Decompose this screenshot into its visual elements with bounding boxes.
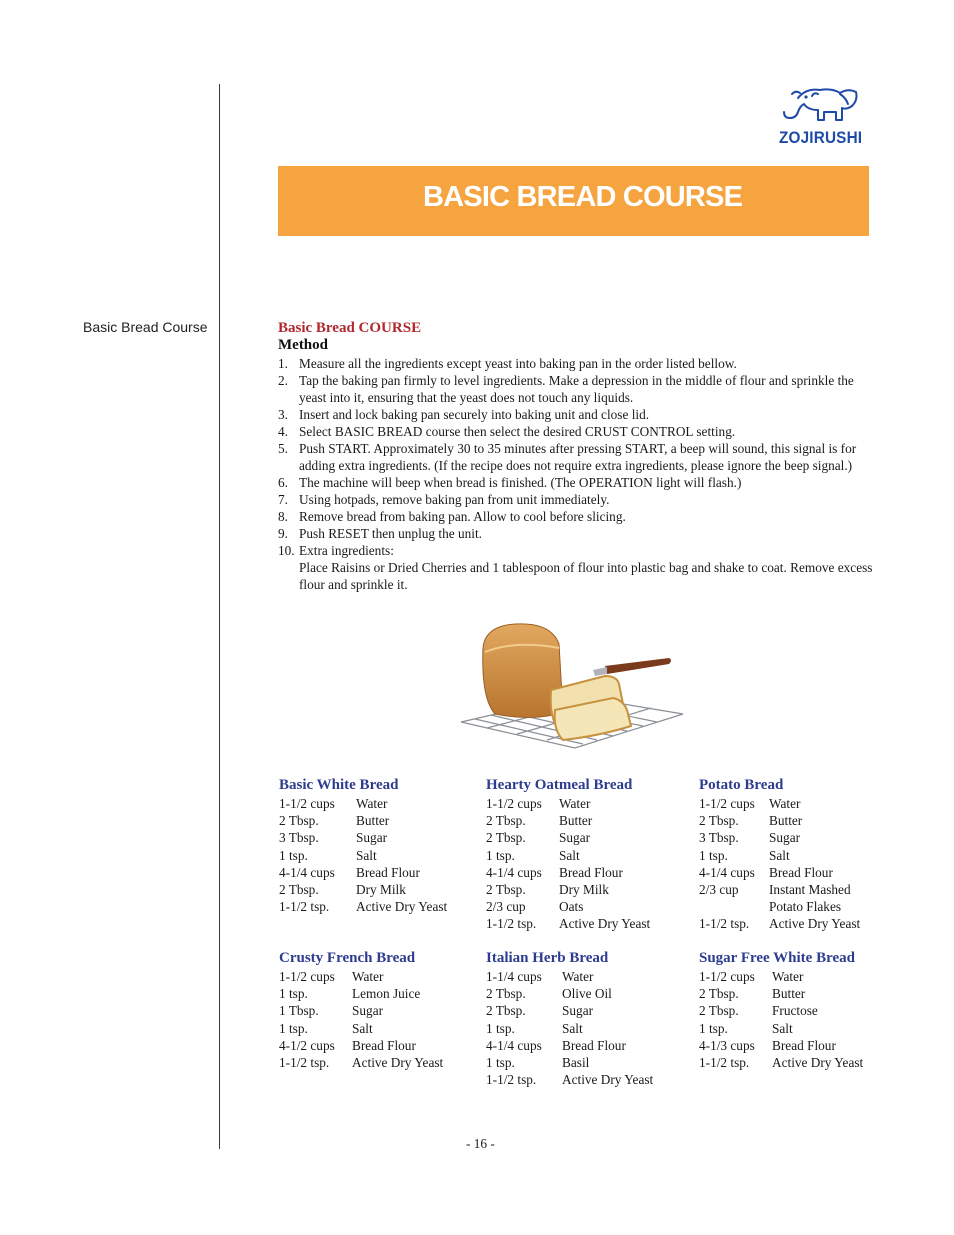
ingredient-row <box>486 795 650 812</box>
ingredient-name: Sugar <box>559 830 591 846</box>
ingredient-quantity: 2 Tbsp. <box>279 813 319 829</box>
step-text: Push RESET then unplug the unit. <box>299 526 482 541</box>
ingredient-name: Butter <box>772 986 806 1002</box>
method-step <box>278 542 873 593</box>
ingredient-row <box>486 881 650 898</box>
ingredient-name: Water <box>772 969 804 984</box>
ingredient-quantity: 2 Tbsp. <box>486 813 526 829</box>
course-title: Basic Bread COURSE <box>278 320 422 336</box>
ingredient-row <box>699 812 860 829</box>
ingredient-name: Water <box>559 796 591 811</box>
ingredient-row <box>699 864 860 881</box>
step-text: Remove bread from baking pan. Allow to cool before slicing. <box>299 509 626 524</box>
ingredient-name: Salt <box>772 1020 793 1036</box>
ingredient-name: Active Dry Yeast <box>772 1055 864 1071</box>
ingredient-name: Active Dry Yeast <box>559 916 651 932</box>
step-text: Tap the baking pan firmly to level ingredients. Make a depression in the middle of flour and sprinkle the yeast into it, ensuring that the yeast does not touch any liquids. <box>299 373 854 405</box>
step-text: Extra ingredients: <box>299 543 394 558</box>
step-text: Push START. Approximately 30 to 35 minutes after pressing START, a beep will sound, this signal is for adding extra ingredients. (If the recipe does not require extra ingredients, please ignore the beep signal.) <box>299 441 857 473</box>
ingredient-row <box>279 812 447 829</box>
step-number: 7. <box>278 492 288 507</box>
ingredient-name: Bread Flour <box>562 1037 626 1053</box>
ingredient-row <box>486 847 650 864</box>
ingredient-quantity: 1 tsp. <box>486 1020 515 1036</box>
ingredient-name: Bread Flour <box>772 1037 836 1053</box>
method-step <box>278 355 873 372</box>
ingredient-name: Sugar <box>562 1003 594 1019</box>
recipe-title: Hearty Oatmeal Bread <box>486 777 633 793</box>
ingredient-row <box>699 847 860 864</box>
method-step <box>278 440 873 474</box>
ingredient-name: Active Dry Yeast <box>356 899 448 915</box>
method-step <box>278 474 873 491</box>
ingredient-row <box>699 898 860 915</box>
ingredient-quantity: 3 Tbsp. <box>279 830 319 846</box>
ingredient-name: Active Dry Yeast <box>352 1055 444 1071</box>
recipe-crusty-french-bread <box>279 949 443 1071</box>
ingredient-row <box>486 812 650 829</box>
ingredient-row <box>279 829 447 846</box>
ingredient-quantity: 2 Tbsp. <box>699 986 739 1002</box>
ingredient-name: Basil <box>562 1055 590 1071</box>
ingredient-quantity: 3 Tbsp. <box>699 830 739 846</box>
ingredient-row <box>279 1002 443 1019</box>
recipe-title: Potato Bread <box>699 777 784 793</box>
ingredient-row <box>699 795 860 812</box>
ingredient-row <box>699 829 860 846</box>
ingredient-name: Salt <box>769 847 790 863</box>
ingredient-row <box>486 985 653 1002</box>
ingredient-row <box>279 1037 443 1054</box>
ingredient-name: Bread Flour <box>352 1037 416 1053</box>
ingredient-quantity: 1-1/2 tsp. <box>279 899 330 915</box>
ingredient-quantity: 2/3 cup <box>699 882 739 898</box>
method-step <box>278 372 873 406</box>
ingredient-quantity: 4-1/2 cups <box>279 1037 335 1053</box>
ingredient-quantity: 2 Tbsp. <box>486 830 526 846</box>
ingredient-row <box>279 864 447 881</box>
ingredient-name: Bread Flour <box>559 864 623 880</box>
step-number: 10. <box>278 543 295 558</box>
ingredient-row <box>279 898 447 915</box>
ingredient-name: Butter <box>356 813 390 829</box>
ingredient-name: Water <box>562 969 594 984</box>
ingredient-quantity: 1 tsp. <box>699 847 728 863</box>
recipe-title: Crusty French Bread <box>279 950 416 966</box>
step-text: Insert and lock baking pan securely into baking unit and close lid. <box>299 407 650 422</box>
ingredient-row <box>486 829 650 846</box>
elephant-icon <box>776 84 870 128</box>
ingredient-row <box>279 795 447 812</box>
page-number: - 16 - <box>466 1136 495 1151</box>
method-step <box>278 508 873 525</box>
ingredient-row <box>486 1054 653 1071</box>
ingredient-quantity: 1-1/2 cups <box>486 796 542 811</box>
ingredient-quantity: 2 Tbsp. <box>699 1003 739 1019</box>
ingredient-name: Salt <box>562 1020 583 1036</box>
ingredient-row <box>486 898 650 915</box>
ingredient-quantity: 2/3 cup <box>486 899 526 915</box>
ingredient-row <box>699 1002 863 1019</box>
method-step <box>278 423 873 440</box>
ingredient-quantity: 1 tsp. <box>279 1020 308 1036</box>
ingredient-name: Dry Milk <box>559 882 609 898</box>
ingredient-quantity: 4-1/3 cups <box>699 1037 755 1053</box>
ingredient-quantity: 4-1/4 cups <box>699 864 755 880</box>
ingredient-row <box>699 915 860 932</box>
recipe-sugar-free-white-bread <box>699 949 863 1071</box>
ingredient-name: Olive Oil <box>562 986 612 1002</box>
ingredient-quantity: 1-1/2 cups <box>279 796 335 811</box>
step-number: 1. <box>278 356 288 371</box>
ingredient-row <box>486 968 653 985</box>
step-number: 5. <box>278 441 288 456</box>
ingredient-quantity: 1-1/2 cups <box>279 969 335 984</box>
ingredient-name: Dry Milk <box>356 882 406 898</box>
recipe-potato-bread <box>699 776 860 933</box>
ingredient-row <box>486 1037 653 1054</box>
ingredient-quantity: 1-1/2 tsp. <box>486 1072 537 1088</box>
recipe-title: Italian Herb Bread <box>486 950 609 966</box>
ingredient-quantity: 2 Tbsp. <box>486 1003 526 1019</box>
ingredient-name: Sugar <box>356 830 388 846</box>
ingredient-name: Fructose <box>772 1003 818 1019</box>
ingredient-quantity: 1 tsp. <box>699 1020 728 1036</box>
ingredient-name: Water <box>352 969 384 984</box>
step-text: Using hotpads, remove baking pan from unit immediately. <box>299 492 610 507</box>
page-title: BASIC BREAD COURSE <box>423 181 743 213</box>
ingredient-name: Instant Mashed <box>769 882 851 898</box>
section-side-label: Basic Bread Course <box>83 319 208 335</box>
step-text: Measure all the ingredients except yeast into baking pan in the order listed bellow. <box>299 356 737 371</box>
ingredient-quantity: 1-1/2 cups <box>699 796 755 811</box>
ingredient-row <box>486 1002 653 1019</box>
ingredient-quantity <box>699 898 769 915</box>
ingredient-name: Butter <box>559 813 593 829</box>
ingredient-quantity: 2 Tbsp. <box>486 986 526 1002</box>
ingredient-row <box>279 968 443 985</box>
ingredient-quantity: 1-1/2 tsp. <box>699 916 750 932</box>
ingredient-quantity: 1 tsp. <box>279 847 308 863</box>
method-step <box>278 525 873 542</box>
ingredient-quantity: 1-1/2 cups <box>699 969 755 984</box>
ingredient-name: Potato Flakes <box>769 899 842 915</box>
zojirushi-logo <box>776 84 870 150</box>
step-number: 4. <box>278 424 288 439</box>
ingredient-row <box>699 985 863 1002</box>
extra-ingredients-note: Place Raisins or Dried Cherries and 1 tablespoon of flour into plastic bag and shake to coat. Remove excess flour and sprinkle it. <box>299 560 873 592</box>
recipe-title: Basic White Bread <box>279 777 399 793</box>
method-step <box>278 491 873 508</box>
ingredient-row <box>699 881 860 898</box>
recipe-hearty-oatmeal-bread <box>486 776 650 933</box>
method-step <box>278 406 873 423</box>
ingredient-row <box>279 985 443 1002</box>
ingredient-name: Water <box>356 796 388 811</box>
recipe-basic-white-bread <box>279 776 447 915</box>
ingredient-name: Butter <box>769 813 803 829</box>
ingredient-row <box>279 1020 443 1037</box>
ingredient-name: Water <box>769 796 801 811</box>
step-number: 9. <box>278 526 288 541</box>
ingredient-name: Salt <box>356 847 377 863</box>
bread-photo <box>455 618 687 758</box>
title-banner <box>278 166 869 236</box>
step-number: 3. <box>278 407 288 422</box>
method-steps-list <box>278 355 873 593</box>
ingredient-row <box>279 881 447 898</box>
ingredient-row <box>279 847 447 864</box>
recipe-title: Sugar Free White Bread <box>699 950 855 966</box>
ingredient-quantity: 4-1/4 cups <box>486 864 542 880</box>
ingredient-name: Oats <box>559 899 584 915</box>
ingredient-quantity: 1 Tbsp. <box>279 1003 319 1019</box>
ingredient-quantity: 1-1/4 cups <box>486 969 542 984</box>
ingredient-name: Active Dry Yeast <box>562 1072 654 1088</box>
ingredient-row <box>699 1054 863 1071</box>
ingredient-row <box>486 915 650 932</box>
step-number: 6. <box>278 475 288 490</box>
ingredient-quantity: 2 Tbsp. <box>699 813 739 829</box>
vertical-divider <box>219 84 220 1149</box>
step-text: The machine will beep when bread is finished. (The OPERATION light will flash.) <box>299 475 742 490</box>
ingredient-row <box>486 1071 653 1088</box>
ingredient-quantity: 2 Tbsp. <box>486 882 526 898</box>
ingredient-name: Salt <box>352 1020 373 1036</box>
ingredient-name: Lemon Juice <box>352 986 421 1002</box>
ingredient-name: Active Dry Yeast <box>769 916 861 932</box>
step-number: 8. <box>278 509 288 524</box>
ingredient-quantity: 1 tsp. <box>279 986 308 1002</box>
ingredient-row <box>486 1020 653 1037</box>
step-number: 2. <box>278 373 288 388</box>
ingredient-quantity: 2 Tbsp. <box>279 882 319 898</box>
ingredient-name: Bread Flour <box>356 864 420 880</box>
ingredient-name: Sugar <box>769 830 801 846</box>
recipe-italian-herb-bread <box>486 949 653 1088</box>
ingredient-quantity: 1-1/2 tsp. <box>486 916 537 932</box>
ingredient-row <box>699 1037 863 1054</box>
ingredient-quantity: 1-1/2 tsp. <box>699 1055 750 1071</box>
ingredient-name: Salt <box>559 847 580 863</box>
ingredient-quantity: 4-1/4 cups <box>279 864 335 880</box>
ingredient-quantity: 1-1/2 tsp. <box>279 1055 330 1071</box>
ingredient-row <box>699 1020 863 1037</box>
method-heading: Method <box>278 337 328 353</box>
brand-name: ZOJIRUSHI <box>779 128 863 147</box>
ingredient-row <box>486 864 650 881</box>
ingredient-name: Bread Flour <box>769 864 833 880</box>
ingredient-quantity: 1 tsp. <box>486 1055 515 1071</box>
ingredient-row <box>699 968 863 985</box>
step-text: Select BASIC BREAD course then select the desired CRUST CONTROL setting. <box>299 424 736 439</box>
ingredient-name: Sugar <box>352 1003 384 1019</box>
ingredient-quantity: 4-1/4 cups <box>486 1037 542 1053</box>
ingredient-row <box>279 1054 443 1071</box>
ingredient-quantity: 1 tsp. <box>486 847 515 863</box>
